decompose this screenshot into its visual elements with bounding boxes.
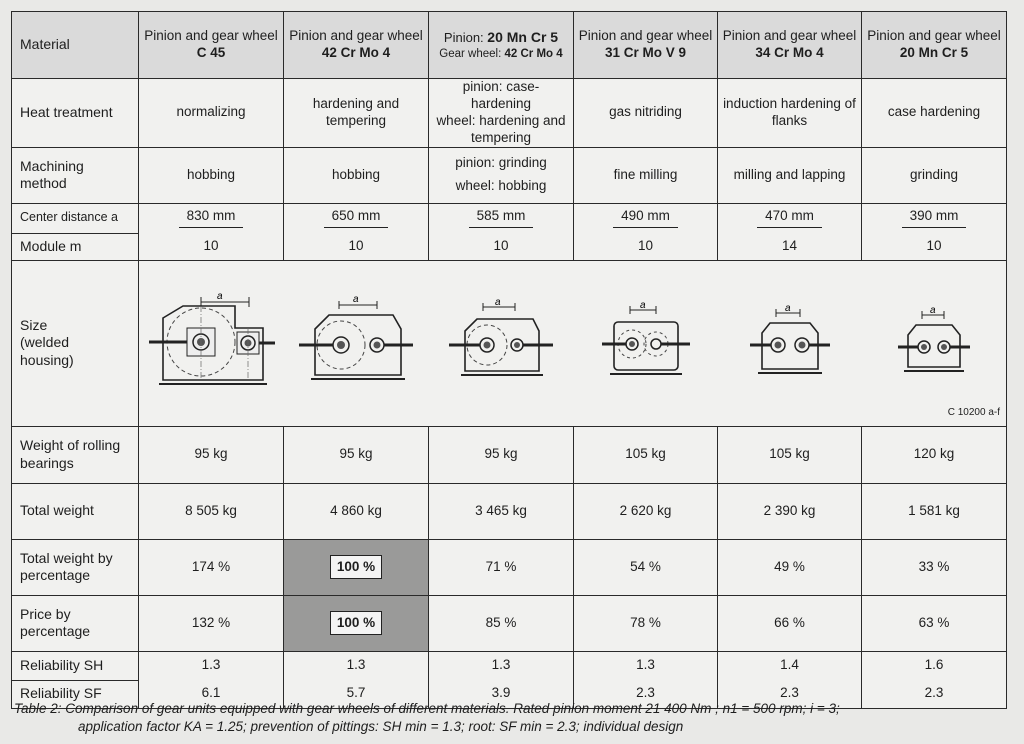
material-cell-6 xyxy=(862,12,1007,79)
bearing-cell-1: 95 kg xyxy=(139,426,284,483)
reference-value-box: 100 % xyxy=(330,555,382,580)
row-label-heat-treatment: Heat treatment xyxy=(12,79,139,148)
sh-cell-4: 1.3 xyxy=(574,651,718,680)
dimension-label: a xyxy=(353,294,359,305)
center-distance-row xyxy=(12,203,1007,233)
row-label-reliability-sh xyxy=(12,651,139,680)
bearing-cell-6: 120 kg xyxy=(862,426,1007,483)
module-cell-3: 10 xyxy=(429,233,574,260)
material-desc: Pinion and gear wheel xyxy=(578,28,713,44)
module-cell-1: 10 xyxy=(139,233,284,260)
row-label-machining: Machining method xyxy=(12,147,139,203)
material-desc: Pinion and gear wheel xyxy=(289,28,423,44)
total-weight-cell-1: 8 505 kg xyxy=(139,483,284,539)
total-weight-pct-row xyxy=(12,539,1007,595)
module-cell-2: 10 xyxy=(284,233,429,260)
material-grade: 31 Cr Mo V 9 xyxy=(604,45,687,60)
twp-cell-6: 33 % xyxy=(862,539,1007,595)
dimension-label: a xyxy=(495,297,501,308)
machining-cell-4: fine milling xyxy=(574,147,718,203)
size-row xyxy=(12,260,1007,426)
price-cell-5: 66 % xyxy=(718,595,862,651)
reliability-sh-label: Reliability SH xyxy=(20,656,104,673)
gear-unit-drawing-1 xyxy=(145,288,277,398)
total-weight-cell-5: 2 390 kg xyxy=(718,483,862,539)
dimension-label: a xyxy=(217,291,223,302)
material-desc: Pinion and gear wheel xyxy=(144,28,278,44)
size-cell-1 xyxy=(139,260,284,426)
sh-cell-3: 1.3 xyxy=(429,651,574,680)
price-cell-4: 78 % xyxy=(574,595,718,651)
total-weight-cell-2: 4 860 kg xyxy=(284,483,429,539)
heat-cell-2: hardening and tempering xyxy=(284,79,429,148)
price-cell-1: 132 % xyxy=(139,595,284,651)
gear-unit-drawing-2 xyxy=(297,293,415,393)
center-distance-value: 470 mm xyxy=(757,208,822,228)
sf-cell-6: 2.3 xyxy=(862,680,1007,708)
table-caption xyxy=(14,700,1014,736)
dimension-label: a xyxy=(639,300,646,311)
bearing-cell-3: 95 kg xyxy=(429,426,574,483)
machining-cell-2: hobbing xyxy=(284,147,429,203)
material-cell-2 xyxy=(284,12,429,79)
material-desc: Pinion and gear wheel xyxy=(722,28,857,44)
bearing-cell-5: 105 kg xyxy=(718,426,862,483)
heat-cell-5: induction hardening of flanks xyxy=(718,79,862,148)
total-weight-cell-3: 3 465 kg xyxy=(429,483,574,539)
reference-value-box: 100 % xyxy=(330,611,382,636)
center-distance-value: 390 mm xyxy=(902,208,967,228)
row-label-bearing-weight: Weight of rolling bearings xyxy=(12,426,139,483)
bearing-cell-4: 105 kg xyxy=(574,426,718,483)
material-grade: C 45 xyxy=(196,45,226,60)
dimension-label: a xyxy=(784,303,791,314)
sh-cell-2: 1.3 xyxy=(284,651,429,680)
material-cell-4 xyxy=(574,12,718,79)
machining-wheel: wheel: hobbing xyxy=(455,178,547,193)
machining-cell-5: milling and lapping xyxy=(718,147,862,203)
heat-cell-6: case hardening xyxy=(862,79,1007,148)
pinion-label: Pinion: xyxy=(443,30,484,46)
heat-pinion: pinion: case-hardening xyxy=(462,79,540,111)
price-cell-3: 85 % xyxy=(429,595,574,651)
figure-code: C 10200 a-f xyxy=(947,407,1000,418)
center-distance-value: 585 mm xyxy=(469,208,534,228)
gear-unit-drawing-6 xyxy=(896,305,972,381)
module-cell-6: 10 xyxy=(862,233,1007,260)
material-grade: 42 Cr Mo 4 xyxy=(321,45,391,60)
price-pct-row xyxy=(12,595,1007,651)
row-label-price-pct: Price by percentage xyxy=(12,595,139,651)
sf-cell-3: 3.9 xyxy=(429,680,574,708)
wheel-label: Gear wheel: xyxy=(439,47,502,60)
center-distance-value: 650 mm xyxy=(324,208,389,228)
comparison-table xyxy=(11,11,1007,709)
wheel-material: 42 Cr Mo 4 xyxy=(504,47,563,60)
twp-cell-3: 71 % xyxy=(429,539,574,595)
module-cell-4: 10 xyxy=(574,233,718,260)
reliability-sh-row xyxy=(12,651,1007,680)
gear-unit-drawing-5 xyxy=(748,303,832,383)
machining-row xyxy=(12,147,1007,203)
size-cell-6 xyxy=(862,260,1007,426)
cd-cell-6 xyxy=(862,203,1007,233)
reliability-sf-label: Reliability SF xyxy=(20,685,102,702)
row-label-size: Size (welded housing) xyxy=(12,260,139,426)
dimension-label: a xyxy=(929,305,936,316)
caption-line-2: application factor KA = 1.25; prevention of pittings: SH min = 1.3; root: SF min = 2.3; individual design xyxy=(78,719,684,734)
row-label-material: Material xyxy=(12,12,139,79)
center-distance-value: 830 mm xyxy=(179,208,244,228)
row-label-total-weight-pct: Total weight by percentage xyxy=(12,539,139,595)
size-cell-3 xyxy=(429,260,574,426)
heat-cell-3 xyxy=(429,79,574,148)
heat-cell-1: normalizing xyxy=(139,79,284,148)
machining-cell-6: grinding xyxy=(862,147,1007,203)
twp-cell-2 xyxy=(284,539,429,595)
total-weight-row xyxy=(12,483,1007,539)
sf-cell-5: 2.3 xyxy=(718,680,862,708)
sf-cell-4: 2.3 xyxy=(574,680,718,708)
size-cell-5 xyxy=(718,260,862,426)
size-cell-2 xyxy=(284,260,429,426)
pinion-material: 20 Mn Cr 5 xyxy=(487,29,559,46)
material-desc: Pinion and gear wheel xyxy=(867,28,1001,44)
twp-cell-5: 49 % xyxy=(718,539,862,595)
sf-cell-2: 5.7 xyxy=(284,680,429,708)
material-cell-5 xyxy=(718,12,862,79)
material-cell-1 xyxy=(139,12,284,79)
cd-cell-2 xyxy=(284,203,429,233)
heat-cell-4: gas nitriding xyxy=(574,79,718,148)
heat-wheel: wheel: hardening and tempering xyxy=(436,112,566,145)
total-weight-cell-6: 1 581 kg xyxy=(862,483,1007,539)
twp-cell-4: 54 % xyxy=(574,539,718,595)
center-distance-value: 490 mm xyxy=(613,208,678,228)
row-label-center-distance: Center distance a xyxy=(12,203,139,233)
caption-line-1: Table 2: Comparison of gear units equipped with gear wheels of different materials. Rated pinion moment 21 400 Nm ; n1 = 500 rpm; i = 3; xyxy=(14,701,840,716)
row-label-module: Module m xyxy=(12,233,139,260)
material-grade: 20 Mn Cr 5 xyxy=(899,45,969,60)
row-label-total-weight: Total weight xyxy=(12,483,139,539)
module-cell-5: 14 xyxy=(718,233,862,260)
heat-treatment-row xyxy=(12,79,1007,148)
sf-cell-1: 6.1 xyxy=(139,680,284,708)
sh-cell-1: 1.3 xyxy=(139,651,284,680)
bearing-cell-2: 95 kg xyxy=(284,426,429,483)
cd-cell-1 xyxy=(139,203,284,233)
material-cell-3 xyxy=(429,12,574,79)
sh-cell-6: 1.6 xyxy=(862,651,1007,680)
sh-cell-5: 1.4 xyxy=(718,651,862,680)
cd-cell-4 xyxy=(574,203,718,233)
material-grade: 34 Cr Mo 4 xyxy=(755,45,824,60)
machining-cell-1: hobbing xyxy=(139,147,284,203)
gear-unit-drawing-4 xyxy=(600,300,692,386)
price-cell-6: 63 % xyxy=(862,595,1007,651)
cd-cell-3 xyxy=(429,203,574,233)
module-row xyxy=(12,233,1007,260)
material-row xyxy=(12,12,1007,79)
machining-pinion: pinion: grinding xyxy=(455,155,547,171)
bearing-weight-row xyxy=(12,426,1007,483)
gear-unit-drawing-3 xyxy=(447,297,555,389)
size-cell-4 xyxy=(574,260,718,426)
machining-cell-3 xyxy=(429,147,574,203)
price-cell-2 xyxy=(284,595,429,651)
total-weight-cell-4: 2 620 kg xyxy=(574,483,718,539)
twp-cell-1: 174 % xyxy=(139,539,284,595)
cd-cell-5 xyxy=(718,203,862,233)
